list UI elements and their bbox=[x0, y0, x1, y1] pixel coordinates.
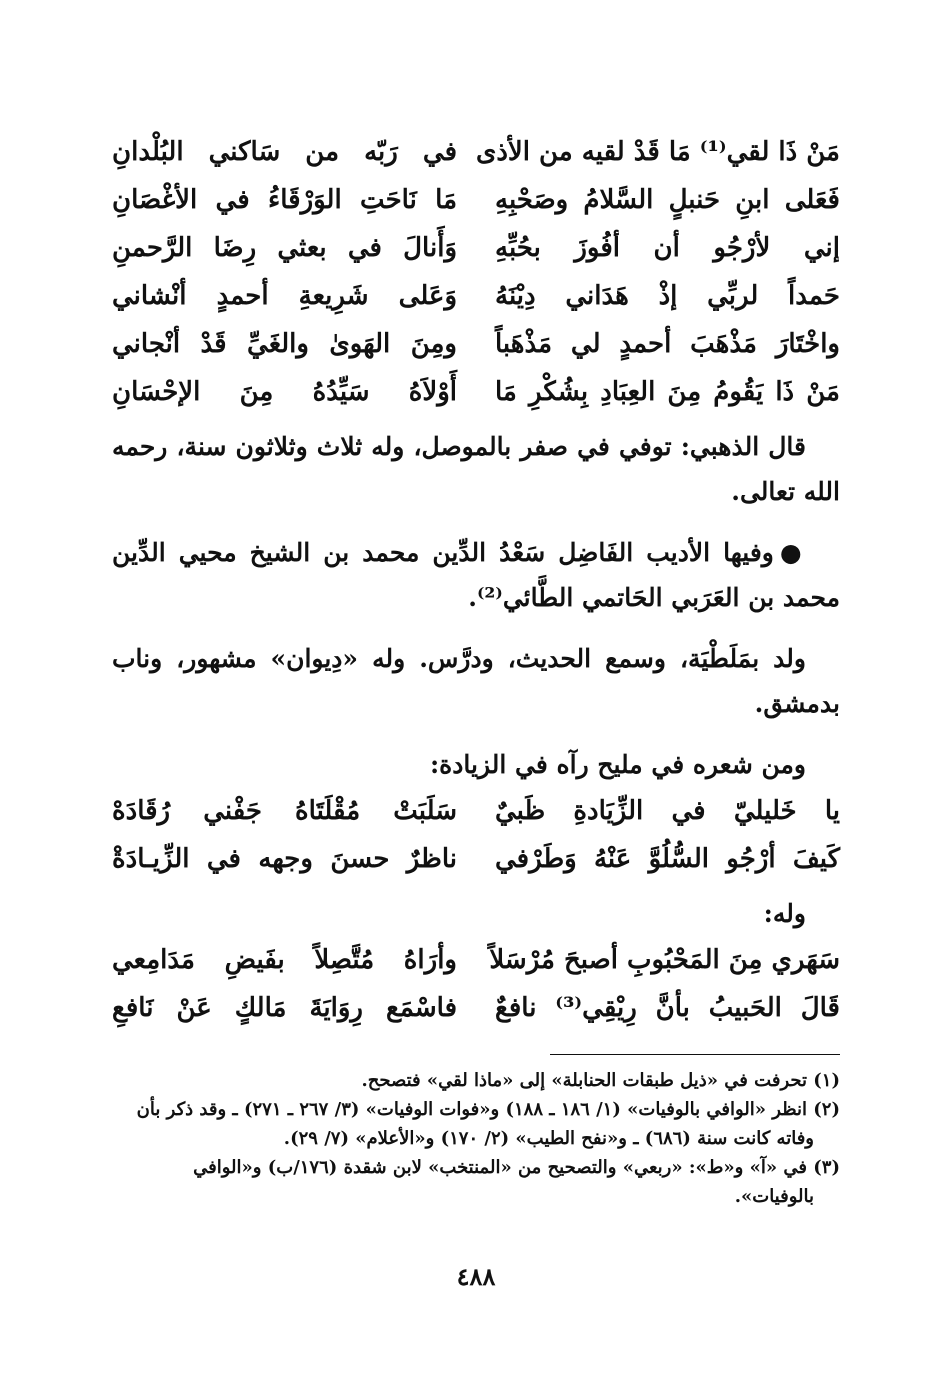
paragraph-birth: ولد بمَلَطْيَة، وسمع الحديث، ودرَّس. وله «دِيوان» مشهور، وناب بدمشق. bbox=[112, 644, 840, 718]
verse-second-hemistich: فاسْمَع رِوَايَةَ مَالكٍ عَنْ نَافعِ bbox=[112, 993, 457, 1023]
paragraph-poem-intro: ومن شعره في مليح رآه في الزيادة: bbox=[429, 750, 806, 779]
bullet-icon: ● bbox=[779, 538, 806, 567]
verse-first-hemistich: مَنْ ذَا يَقُومُ مِنَ العِبَادِ بِشُكْرِ مَا bbox=[495, 377, 840, 407]
footnote-2 bbox=[112, 1095, 840, 1153]
verse-second-hemistich: أَوْلاَهُ سَيِّدُهُ مِنَ الإحْسَانِ bbox=[112, 377, 457, 407]
verse-line bbox=[112, 835, 840, 883]
footnote-divider bbox=[550, 1054, 840, 1055]
poem-1 bbox=[112, 128, 840, 416]
verse-line bbox=[112, 787, 840, 835]
paragraph-dhahabi: قال الذهبي: توفي في صفر بالموصل، وله ثلاث وثلاثون سنة، رحمه الله تعالى. bbox=[112, 432, 840, 506]
verse-first-hemistich: فَعَلى ابنِ حَنبلٍ السَّلامُ وصَحْبِهِ bbox=[495, 185, 840, 215]
footnote-continuation: وفاته كانت سنة (٦٨٦) ـ و«نفح الطيب» (٢/ ١٧٠) و«الأعلام» (٧/ ٢٩). bbox=[283, 1128, 814, 1149]
paragraph-lahu: وله: bbox=[763, 899, 806, 928]
page-number: ٤٨٨ bbox=[456, 1262, 496, 1291]
verse-line bbox=[112, 128, 840, 176]
verse-second-hemistich: ومِنَ الهَوىٰ والغَيِّ قَدْ أنْجاني bbox=[112, 329, 457, 359]
verse-first-hemistich: إني لأرْجُو أن أفُوزَ بحُبِّهِ bbox=[495, 233, 840, 263]
footnote-1 bbox=[112, 1066, 840, 1095]
footnote-text: (٣) في «آ» و«ط»: «ربعي» والتصحيح من «المنتخب» لابن شقدة (١٧٦/ب) و«الوافي bbox=[193, 1157, 840, 1178]
poem-3 bbox=[112, 936, 840, 1032]
verse-first-hemistich: سَهَري مِنَ المَحْبُوبِ أصبحَ مُرْسَلاً bbox=[489, 945, 840, 975]
biography-text: وفيها الأديب الفَاضِل سَعْدُ الدِّين محمد بن الشيخ محيي الدِّين محمد بن العَرَبي الحَاتمي الطَّائي⁽²⁾. bbox=[112, 538, 840, 612]
verse-second-hemistich: وَأَنالَ في بعثي رِضَا الرَّحمنِ bbox=[112, 233, 457, 263]
verse-second-hemistich: وَعَلى شَرِيعةِ أحمدٍ أنْشاني bbox=[112, 281, 457, 311]
verse-second-hemistich: في رَبّه من سَاكني البُلْدانِ bbox=[112, 137, 457, 167]
footnote-3 bbox=[112, 1153, 840, 1211]
verse-line bbox=[112, 936, 840, 984]
paragraph-biography bbox=[112, 530, 840, 620]
verse-line bbox=[112, 368, 840, 416]
verse-first-hemistich: حَمداً لربِّي إذْ هَدَاني دِيْنَهُ bbox=[495, 281, 840, 311]
footnote-continuation: بالوفيات». bbox=[734, 1186, 814, 1207]
poem-2 bbox=[112, 787, 840, 883]
footnote-text: (٢) انظر «الوافي بالوفيات» (١/ ١٨٦ ـ ١٨٨) و«فوات الوفيات» (٣/ ٢٦٧ ـ ٢٧١) ـ وقد ذكر بأن bbox=[136, 1099, 840, 1120]
verse-second-hemistich: سَلَبَتْ مُقْلَتَاهُ جَفْني رُقَادَهْ bbox=[112, 796, 457, 826]
verse-first-hemistich: يا خَليليّ في الزِّيَادةِ ظَبيٌ bbox=[495, 796, 840, 826]
verse-line bbox=[112, 320, 840, 368]
verse-second-hemistich: وأرَاهُ مُتَّصِلاً بفَيضِ مَدَامِعي bbox=[112, 945, 457, 975]
verse-second-hemistich: ناظرٌ حسنَ وجهه في الزِّيـادَةْ bbox=[112, 844, 457, 874]
verse-line bbox=[112, 272, 840, 320]
footnote-text: (١) تحرفت في «ذيل طبقات الحنابلة» إلى «ماذا لقي» فتصحح. bbox=[361, 1070, 840, 1091]
main-text bbox=[112, 128, 840, 1032]
verse-line bbox=[112, 224, 840, 272]
verse-first-hemistich: مَنْ ذَا لقي⁽¹⁾ مَا قَدْ لقيه من الأذى bbox=[475, 137, 840, 167]
verse-first-hemistich: قَالَ الحَبيبُ بأنَّ رِيْقِي⁽³⁾ نافعٌ bbox=[495, 993, 840, 1023]
verse-line bbox=[112, 984, 840, 1032]
verse-line bbox=[112, 176, 840, 224]
verse-first-hemistich: كَيفَ أرْجُو السُّلُوَّ عَنْهُ وَطَرْفي bbox=[495, 844, 840, 874]
verse-second-hemistich: مَا نَاحَتِ الوَرْقَاءُ في الأغْصَانِ bbox=[112, 185, 457, 215]
verse-first-hemistich: واخْتَارَ مَذْهَبَ أحمدٍ لي مَذْهَباً bbox=[495, 329, 840, 359]
footnotes bbox=[112, 1058, 840, 1211]
